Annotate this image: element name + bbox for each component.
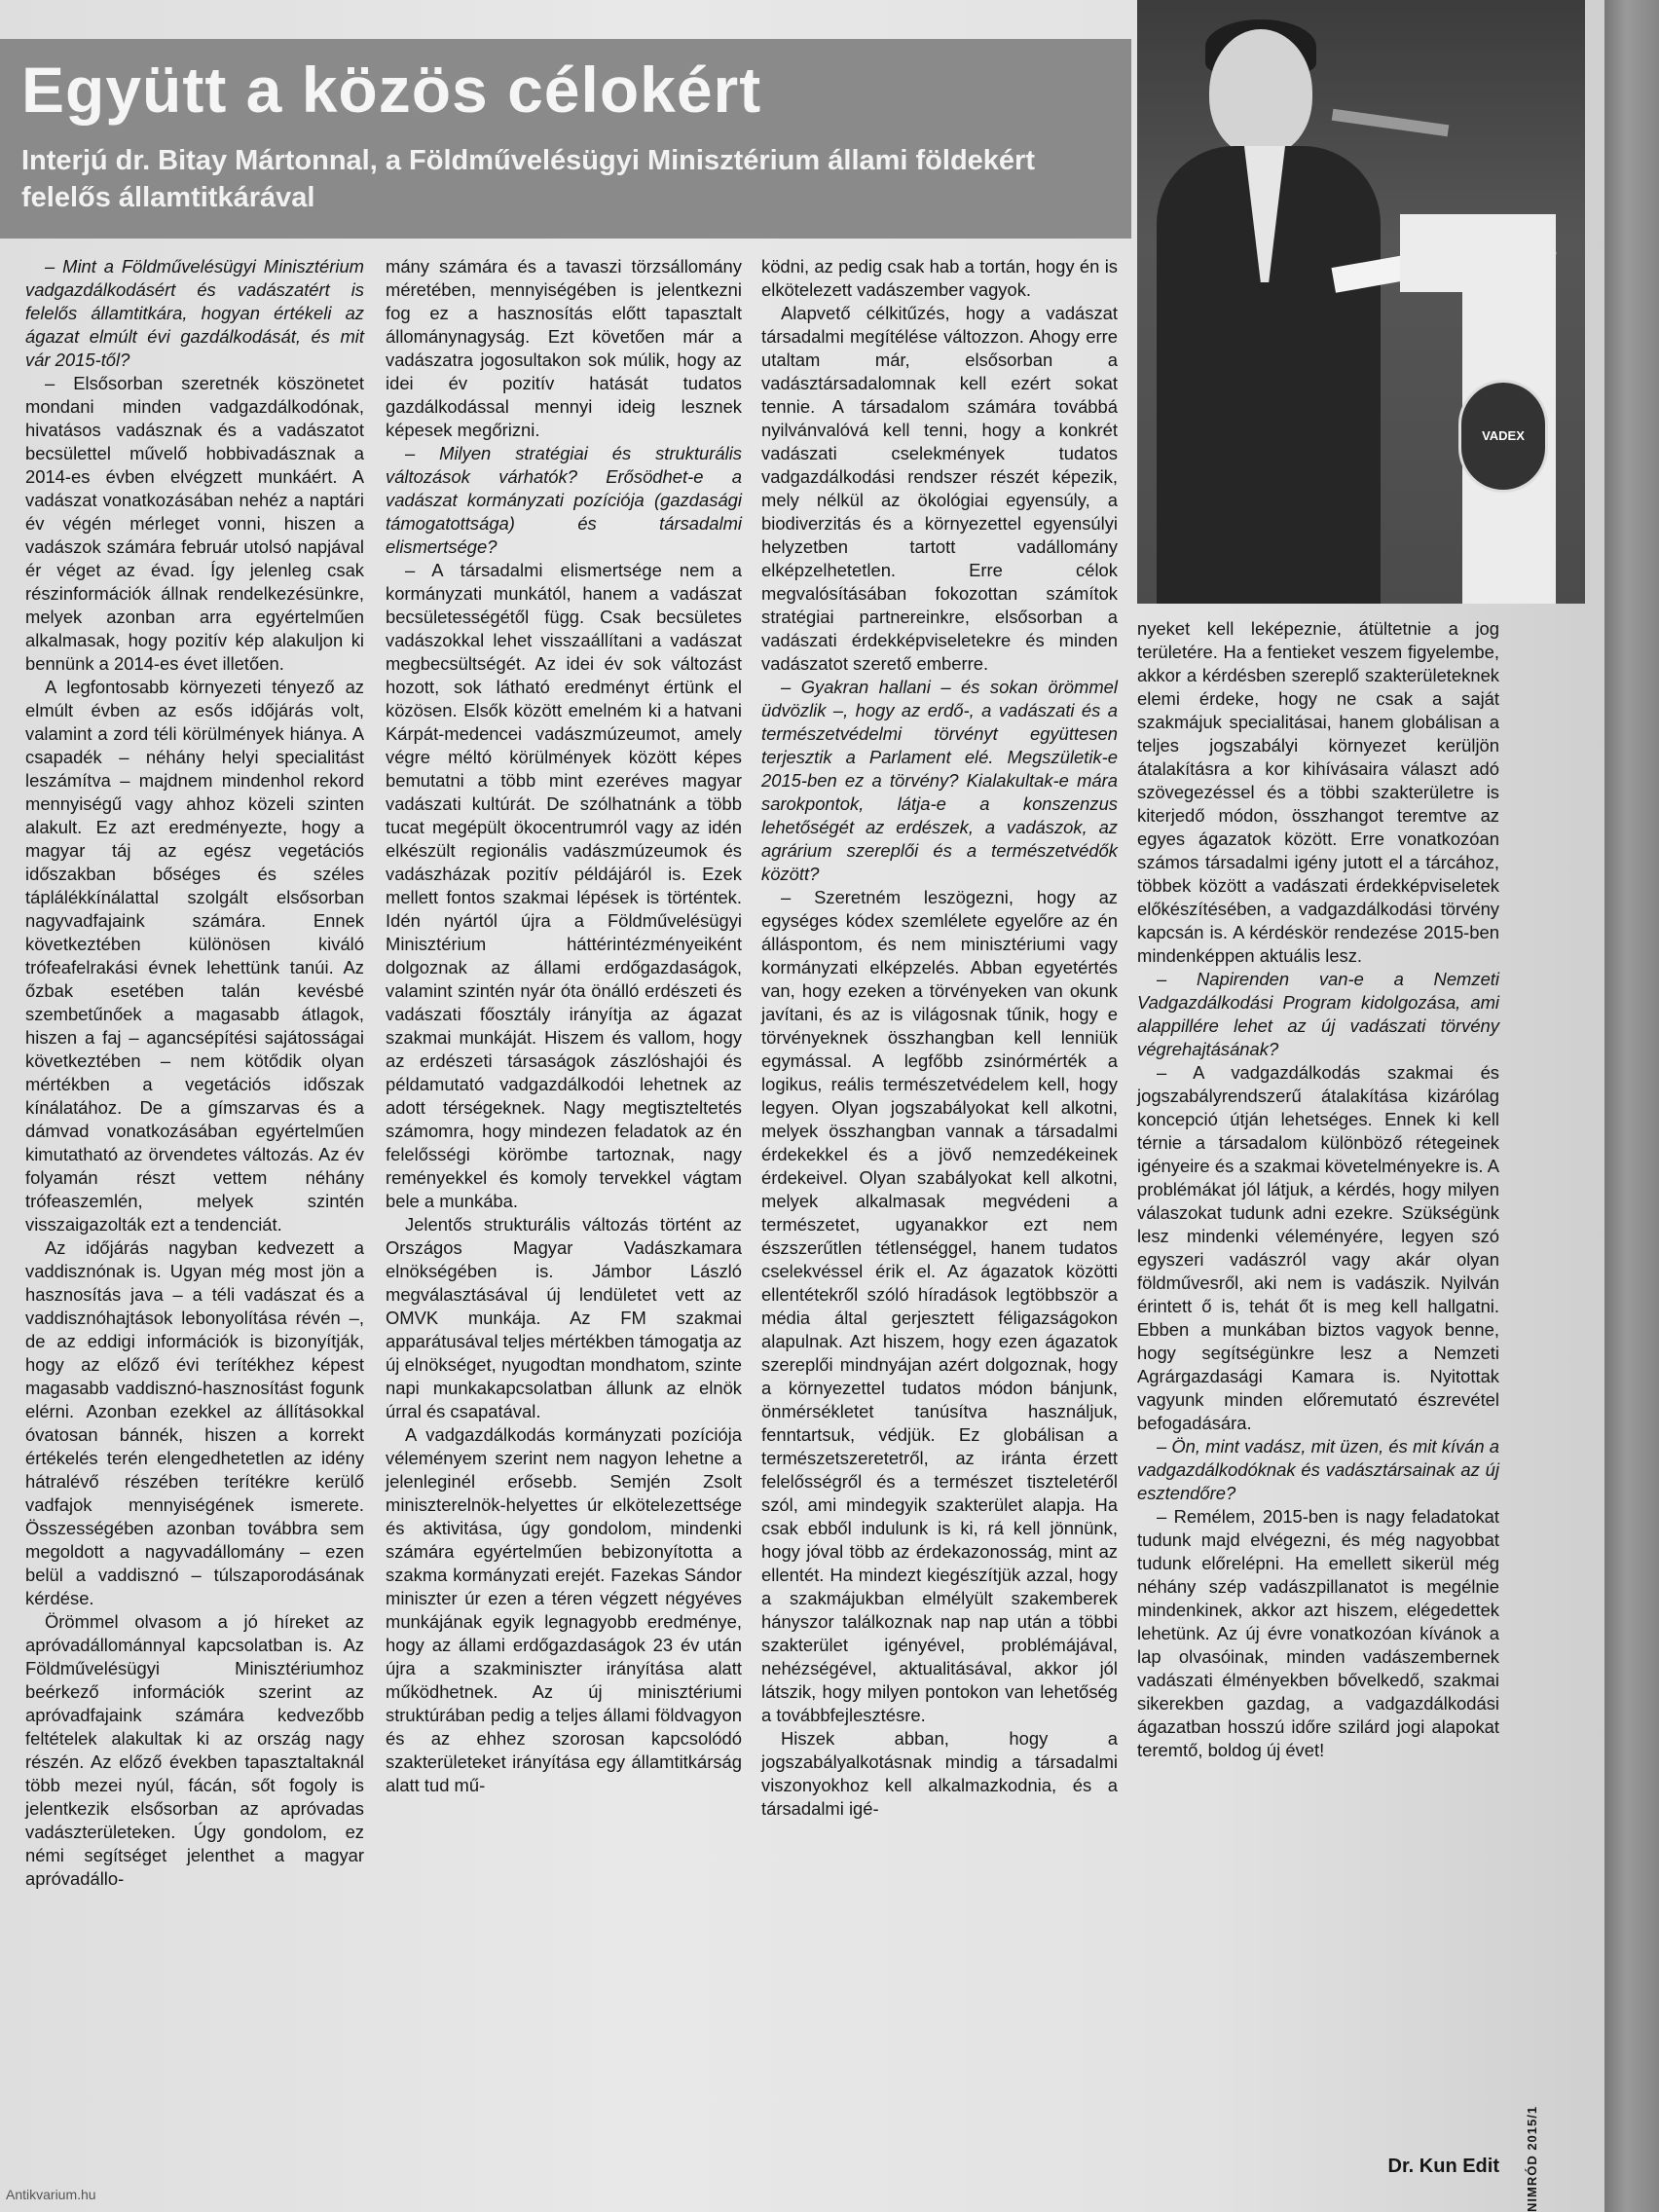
interview-question: – Ön, mint vadász, mit üzen, és mit kíván a vadgazdálkodóknak és vadásztársainak az új esztendőre? <box>1137 1436 1499 1503</box>
interview-question: – Napirenden van-e a Nemzeti Vadgazdálkodási Program kidolgozása, ami alappillére lehet az új vadászati törvény végrehajtásának? <box>1137 969 1499 1059</box>
interview-answer: – A vadgazdálkodás szakmai és jogszabályrendszerű átalakítása kizárólag koncepció útján lehetséges. Ennek ki kell térnie a társadalom különböző rétegeinek igényeire és a szakmai követelményekre is. A problémákat jól látjuk, a kérdés, hogy milyen válaszokat tudunk adni ezekre. Szükségünk lesz mindenki véleményére, legyen szó egyszeri vadászról vagy akár olyan földművesről, aki nem is vadászik. Nyilván érintett ő is, tehát őt is meg kell hallgatni. Ebben a munkában biztos vagyok benne, hogy segítségünkre lesz a Nemzeti Agrárgazdasági Kamara is. Nyitottak vagyunk minden előremutató észrevétel befogadására. <box>1137 1062 1499 1433</box>
interview-question: – Milyen stratégiai és strukturális változások várhatók? Erősödhet-e a vadászat kormányzati pozíciója (gazdasági támogatottsága) és társadalmi elismertsége? <box>386 443 742 557</box>
interview-answer: Jelentős strukturális változás történt az Országos Magyar Vadászkamara elnökségében is. Jámbor László megválasztásával új lendületet vett az OMVK munkája. Az FM szakmai apparátusával teljes mértékben támogatja az új elnökséget, nyugodtan mondhatom, szinte napi munkakapcsolatban állunk az elnök úrral és csapatával. <box>386 1214 742 1421</box>
author-signature: Dr. Kun Edit <box>1387 2156 1499 2177</box>
interview-answer: A legfontosabb környezeti tényező az elmúlt évben az esős időjárás volt, valamint a zord téli körülmények hiánya. A csapadék – néhány helyi specialitást leszámítva – majdnem mindenhol rekord mennyiségű vagy ahhoz közeli szinten alakult. Ez azt eredményezte, hogy a magyar táj az egész vegetációs időszakban bőséges és széles táplálékkínálattal szolgált elsősorban nagyvadfajaink számára. Ennek következtében különösen kiváló trófeafelrakási évnek lehettünk tanúi. Az őzbak esetében talán kevésbé szembetűnőek a magasabb átlagok, hiszen a faj – agancsépítési sajátosságai következtében – nem kötődik olyan mértékben a vegetációs időszak kínálatához. De a gímszarvas és a dámvad vonatkozásában egyértelműen kimutatható az örvendetes változás. Az év folyamán részt vettem néhány trófeaszemlén, melyek szintén visszaigazolták ezt a tendenciát. <box>25 677 364 1235</box>
interview-answer: Örömmel olvasom a jó híreket az apróvadállománnyal kapcsolatban is. Az Földművelésügyi Minisztériumhoz beérkező információk szerint az apróvadfajaink számára kedvezőbb feltételek alakultak ki az ország nagy részén. Az előző években tapasztaltaknál több mezei nyúl, fácán, sőt fogoly is jelentkezik elsősorban az apróvadas vadászterületeken. Úgy gondolom, ez némi segítséget jelenthet a magyar apróvadállo- <box>25 1611 364 1889</box>
text-column-1 <box>25 255 364 1891</box>
interview-answer: – Elsősorban szeretnék köszönetet mondani minden vadgazdálkodónak, hivatásos vadásznak és a vadászatot becsülettel művelő hobbivadásznak a 2014-es évben elvégzett munkáért. A vadászat vonatkozásában nehéz a naptári év végén mérleget vonni, hiszen a vadászok számára február utolsó napjával ér véget az évad. Így jelenleg csak részinformációk állnak rendelkezésünkre, melyek azonban arra egyértelműen alkalmasak, hogy pozitív kép alakuljon ki bennünk a 2014-es évet illetően. <box>25 373 364 674</box>
text-column-2 <box>386 255 742 1797</box>
interview-question: – Gyakran hallani – és sokan örömmel üdvözlik –, hogy az erdő-, a vadászati és a természetvédelmi törvényt együttesen terjesztik a Parlament elé. Megszületik-e 2015-ben ez a törvény? Kialakultak-e mára sarokpontok, látja-e a konszenzus lehetőségét az erdészek, a vadászok, az agrárium szereplői és a természetvédők között? <box>761 677 1118 884</box>
speaker-photo <box>1137 0 1585 604</box>
interview-answer: Hiszek abban, hogy a jogszabályalkotásnak mindig a társadalmi viszonyokhoz kell alkalmazkodnia, és a társadalmi igé- <box>761 1728 1118 1819</box>
text-column-4 <box>1137 617 1499 1762</box>
interview-answer: A vadgazdálkodás kormányzati pozíciója véleményem szerint nem nagyon lehetne a jelenleginél erősebb. Semjén Zsolt miniszterelnök-helyettes úr elkötelezettsége és aktivitása, úgy gondolom, mindenki számára egyértelműen bebizonyította a szakma kormányzati erejét. Fazekas Sándor miniszter úr ezen a téren végzett négyéves munkájának egyik legnagyobb eredménye, hogy az állami erdőgazdaságok 23 év után újra a szakminiszter irányítása alatt működhetnek. Az új minisztériumi struktúrában pedig a teljes állami földvagyon és az ehhez szorosan kapcsolódó szakterületeket irányítása egy államtitkárság alatt tud mű- <box>386 1424 742 1795</box>
article-title: Együtt a közös célokért <box>21 54 762 126</box>
interview-answer: mány számára és a tavaszi törzsállomány méretében, mennyiségében is jelentkezni fog ez a hasznosítás előtt tapasztalt állománynagyság. Ezt követően már a vadászatra jogosultakon sok múlik, hogy az idei év pozitív hatását tudatos gazdálkodással mennyi ideig lesznek képesek megőrizni. <box>386 256 742 440</box>
microphone-icon <box>1332 109 1450 137</box>
article-subtitle: Interjú dr. Bitay Mártonnal, a Földművelésügyi Minisztérium állami földekért felelős államtitkárával <box>21 145 1035 213</box>
facing-page-edge <box>1604 0 1659 2212</box>
vadex-logo: VADEX <box>1458 380 1548 493</box>
page-folio <box>1525 2105 1542 2212</box>
folio-text: NIMRÓD 2015/1 <box>1525 2105 1539 2212</box>
text-column-3 <box>761 255 1118 1821</box>
interview-answer: – A társadalmi elismertsége nem a kormányzati munkától, hanem a vadászat becsületességétől függ. Csak becsületes vadászokkal lehet visszaállítani a vadászat megbecsültségét. Az idei év sok változást hozott, sok látható eredményt értünk el közösen. Elsők között emelném ki a hatvani Kárpát-medencei vadászmúzeumot, amely végre méltó körülmények között képes bemutatni a több mint ezeréves magyar vadászati kultúrát. De szólhatnánk a több tucat megépült ökocentrumról vagy az idén elkészült regionális vadászmúzeumok és vadászházak pozitív példájáról is. Ezek mellett fontos szakmai lépések is történtek. Idén nyártól újra a Földművelésügyi Minisztérium háttérintézményeiként dolgoznak az állami erdőgazdaságok, valamint szintén nyár óta önálló erdészeti és vadászati főosztály irányítja az ágazat szakmai munkáját. Hiszem és vallom, hogy az erdészeti társaságok zászlóshajói és példamutató vadgazdálkodói lehetnek az adott térségeknek. Nagy megtiszteltetés számomra, hogy mindezen feladatok az én felelősségi körömbe tartoznak, nagy reményekkel és komoly tervekkel vágtam bele a munkába. <box>386 560 742 1211</box>
interview-answer: ködni, az pedig csak hab a tortán, hogy én is elkötelezett vadászember vagyok. <box>761 256 1118 300</box>
interview-answer: – Remélem, 2015-ben is nagy feladatokat tudunk majd elvégezni, és még nagyobbat tudunk előrelépni. Ha emellett sikerül még néhány szép vadászpillanatot is megélnie mindenkinek, akkor azt hiszem, elégedettek lehetünk. Az új évre vonatkozóan kívánok a lap olvasóinak, minden vadászembernek vadászati élményekben bővelkedő, szakmai sikerekben gazdag, a vadgazdálkodási ágazatban hosszú időre szilárd jogi alapokat teremtő, boldog új évet! <box>1137 1506 1499 1760</box>
interview-answer: – Szeretném leszögezni, hogy az egységes kódex szemlélete egyelőre az én álláspontom, és nem minisztériumi vagy kormányzati elképzelés. Abban egyetértés van, hogy ezeken a törvényeken van okunk javítani, és az is világosnak tűnik, hogy e törvényeknek összhangban kell lenniük egymással. A legfőbb zsinórmérték a logikus, reális természetvédelem kell, hogy legyen. Olyan jogszabályokat kell alkotni, melyek összhangban vannak a társadalmi érdekekkel és a jövő nemzedékeinek érdekeivel. Olyan szabályokat kell alkotni, melyek alkalmasak megvédeni a természetet, ugyanakkor ezt nem észszerűtlen tétlenséggel, hanem tudatos cselekvéssel érik el. Az ágazatok közötti ellentétekről szóló híradások legtöbbször a média által gerjesztett féligazságokon alapulnak. Azt hiszem, hogy ezen ágazatok szereplői mindnyájan azért dolgoznak, hogy a környezettel tudatos módon bánjunk, önmérsékletet tanúsítva használjuk, fenntartsuk, védjük. Ez globálisan a természetszeretetről, az iránta érzett felelősségről és a természet tiszteletéről szól, ami mindegyik szakterület alapja. Ha csak ebből indulunk is ki, rá kell jönnünk, hogy jóval több az érdekazonosság, mint az ellentét. Ha mindezt kiegészítjük azzal, hogy a szakmájukban elmélyült szakemberek hányszor találkoznak nap nap után a többi szakterület igényével, problémájával, nehézségével, aktualitásával, akkor jól látszik, hogy milyen pontokon van lehetőség a továbbfejlesztésre. <box>761 887 1118 1725</box>
watermark: Antikvarium.hu <box>6 2187 96 2202</box>
interview-answer: nyeket kell leképeznie, átültetnie a jog területére. Ha a fentieket veszem figyelembe, akkor a kérdésben szereplő szakterületeknek elemi érdeke, hogy ne csak a saját szakmájuk specialitásai, hanem globálisan a teljes jogszabályi környezet kerüljön átalakításra a kor kihívásaira választ adó szövegezéssel és a többi szakterületre is kiterjedő módon, összhangot teremtve az egyes ágazatok között. Erre vonatkozóan számos társadalmi igény jutott el a tárcához, többek között a vadászati érdekképviseletek előkészítésében, a vadgazdálkodási törvény kapcsán is. A kérdéskör rendezése 2015-ben mindenképpen aktuális lesz. <box>1137 618 1499 966</box>
interview-answer: Alapvető célkitűzés, hogy a vadászat társadalmi megítélése változzon. Ahogy erre utaltam már, elsősorban a vadásztársadalomnak kell ezért sokat tennie. A társadalom számára továbbá nyilvánvalóvá kell tenni, hogy a konkrét vadászati cselekmények tudatos vadgazdálkodási rendszer részét képezik, mely nélkül az ökológiai egyensúly, a biodiverzitás és a környezettel egyensúlyi helyzetben tartott vadállomány elképzelhetetlen. Erre célok megvalósításában fokozottan számítok stratégiai partnereinkre, elsősorban a vadászati érdekképviseletekre és minden vadászatot szerető emberre. <box>761 303 1118 674</box>
interview-question: – Mint a Földművelésügyi Minisztérium vadgazdálkodásért és vadászatért is felelős államtitkára, hogyan értékeli az ágazat elmúlt évi gazdálkodását, és mit vár 2015-től? <box>25 256 364 370</box>
interview-answer: Az időjárás nagyban kedvezett a vaddisznónak is. Ugyan még most jön a hasznosítás java – a téli vadászat és a vaddisznóhajtások lebonyolítása révén –, de az eddigi információk is bizonyítják, hogy az előző évi terítékhez képest magasabb vaddisznó-hasznosítást fogunk elérni. Azonban ezekkel az állításokkal óvatosan bánnék, hiszen a korrekt értékelés terén elengedhetetlen az idény hátralévő részében terítékre kerülő vadfajok mennyiségének ismerete. Összességében azonban továbbra sem megoldott a nagyvadállomány – ezen belül a vaddisznó – túlszaporodásának kérdése. <box>25 1237 364 1608</box>
photo-head <box>1209 29 1312 156</box>
